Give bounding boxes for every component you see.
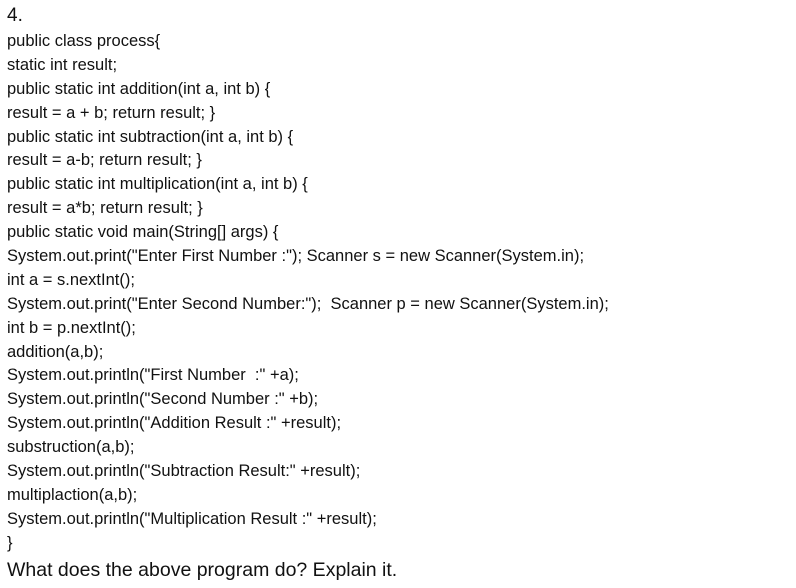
code-line: public class process{ — [7, 32, 161, 50]
code-line: System.out.print("Enter First Number :"); Scanner s = new Scanner(System.in); — [7, 247, 585, 266]
code-line: public static int subtraction(int a, int b) { — [7, 127, 294, 146]
code-line: } — [7, 533, 13, 552]
code-line: int a = s.nextInt(); — [7, 270, 135, 289]
code-line: System.out.println("Addition Result :" +result); — [7, 414, 342, 433]
code-line: int b = p.nextInt(); — [7, 318, 136, 337]
question-number: 4. — [7, 5, 23, 26]
code-line: addition(a,b); — [7, 342, 104, 361]
code-line: multiplaction(a,b); — [7, 485, 138, 504]
code-line: System.out.println("Second Number :" +b); — [7, 390, 319, 409]
code-line: substruction(a,b); — [7, 438, 135, 457]
code-line: System.out.println("Multiplication Result :" +result); — [7, 509, 377, 528]
code-line: System.out.println("First Number :" +a); — [7, 366, 299, 385]
code-line: static int result; — [7, 55, 118, 74]
code-line: System.out.println("Subtraction Result:" +result); — [7, 462, 361, 481]
code-listing — [7, 30, 609, 556]
code-line: result = a + b; return result; } — [7, 103, 216, 122]
code-line: result = a*b; return result; } — [7, 199, 203, 218]
code-line: System.out.print("Enter Second Number:"); Scanner p = new Scanner(System.in); — [7, 294, 609, 313]
code-line: public static void main(String[] args) { — [7, 223, 279, 242]
code-line: result = a-b; return result; } — [7, 151, 202, 170]
code-line: public static int multiplication(int a, int b) { — [7, 175, 308, 194]
code-line: public static int addition(int a, int b) { — [7, 79, 271, 98]
question-prompt: What does the above program do? Explain it. — [7, 559, 398, 581]
